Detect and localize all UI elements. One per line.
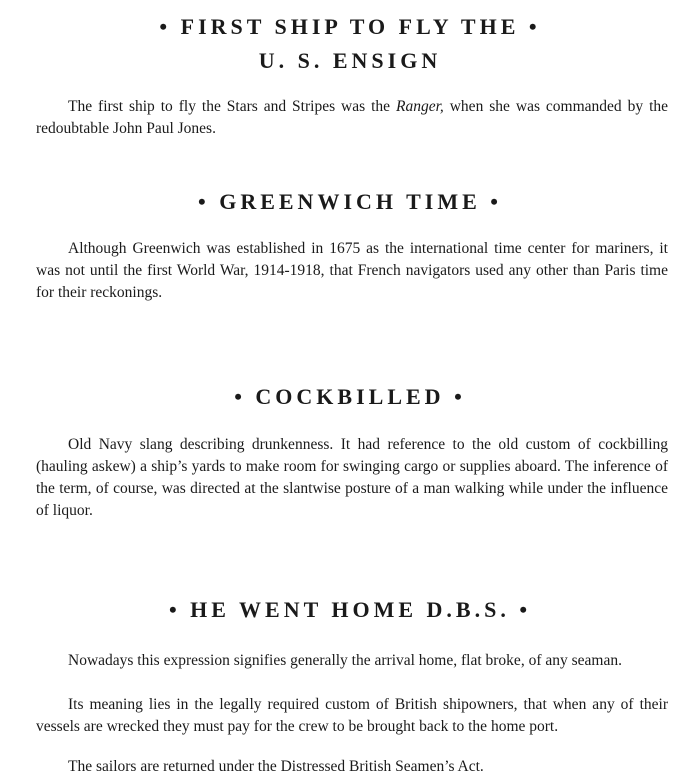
section-body-cockbilled: Old Navy slang describing drunkenness. It had reference to the old custom of cockbilling (hauling askew) a ship’s yards to make room for swinging cargo or supplies aboard. The inference of the term, of course, was directed at the slantwise posture of a man walking while under the influence of liquor. [36,436,668,519]
heading-line-1: • FIRST SHIP TO FLY THE • [159,14,541,39]
section-body-dbs-p3: The sailors are returned under the Distressed British Seamen’s Act. [68,758,484,775]
section-heading-greenwich-time: • GREENWICH TIME • [198,189,502,214]
section-body-dbs-p2: Its meaning lies in the legally required custom of British shipowners, that when any of their vessels are wrecked they must pay for the crew to be brought back to the home port. [36,696,668,735]
body-text: when she was commanded by the redoubtable John Paul Jones. [36,98,668,137]
section-body-dbs-p1: Nowadays this expression signifies generally the arrival home, flat broke, of any seaman. [68,652,622,669]
section-body-greenwich-time: Although Greenwich was established in 1675 as the international time center for mariners, it was not until the first World War, 1914-1918, that French navigators used any other than Paris time for their reckonings. [36,240,668,301]
heading-line-2: U. S. ENSIGN [258,48,442,73]
ship-name-italic: Ranger, [396,98,444,115]
section-heading-first-ship [0,10,700,78]
body-text: The first ship to fly the Stars and Stripes was the [68,98,396,115]
section-heading-dbs: • HE WENT HOME D.B.S. • [168,597,532,622]
section-body-first-ship [36,96,668,140]
section-heading-cockbilled: • COCKBILLED • [234,384,466,409]
